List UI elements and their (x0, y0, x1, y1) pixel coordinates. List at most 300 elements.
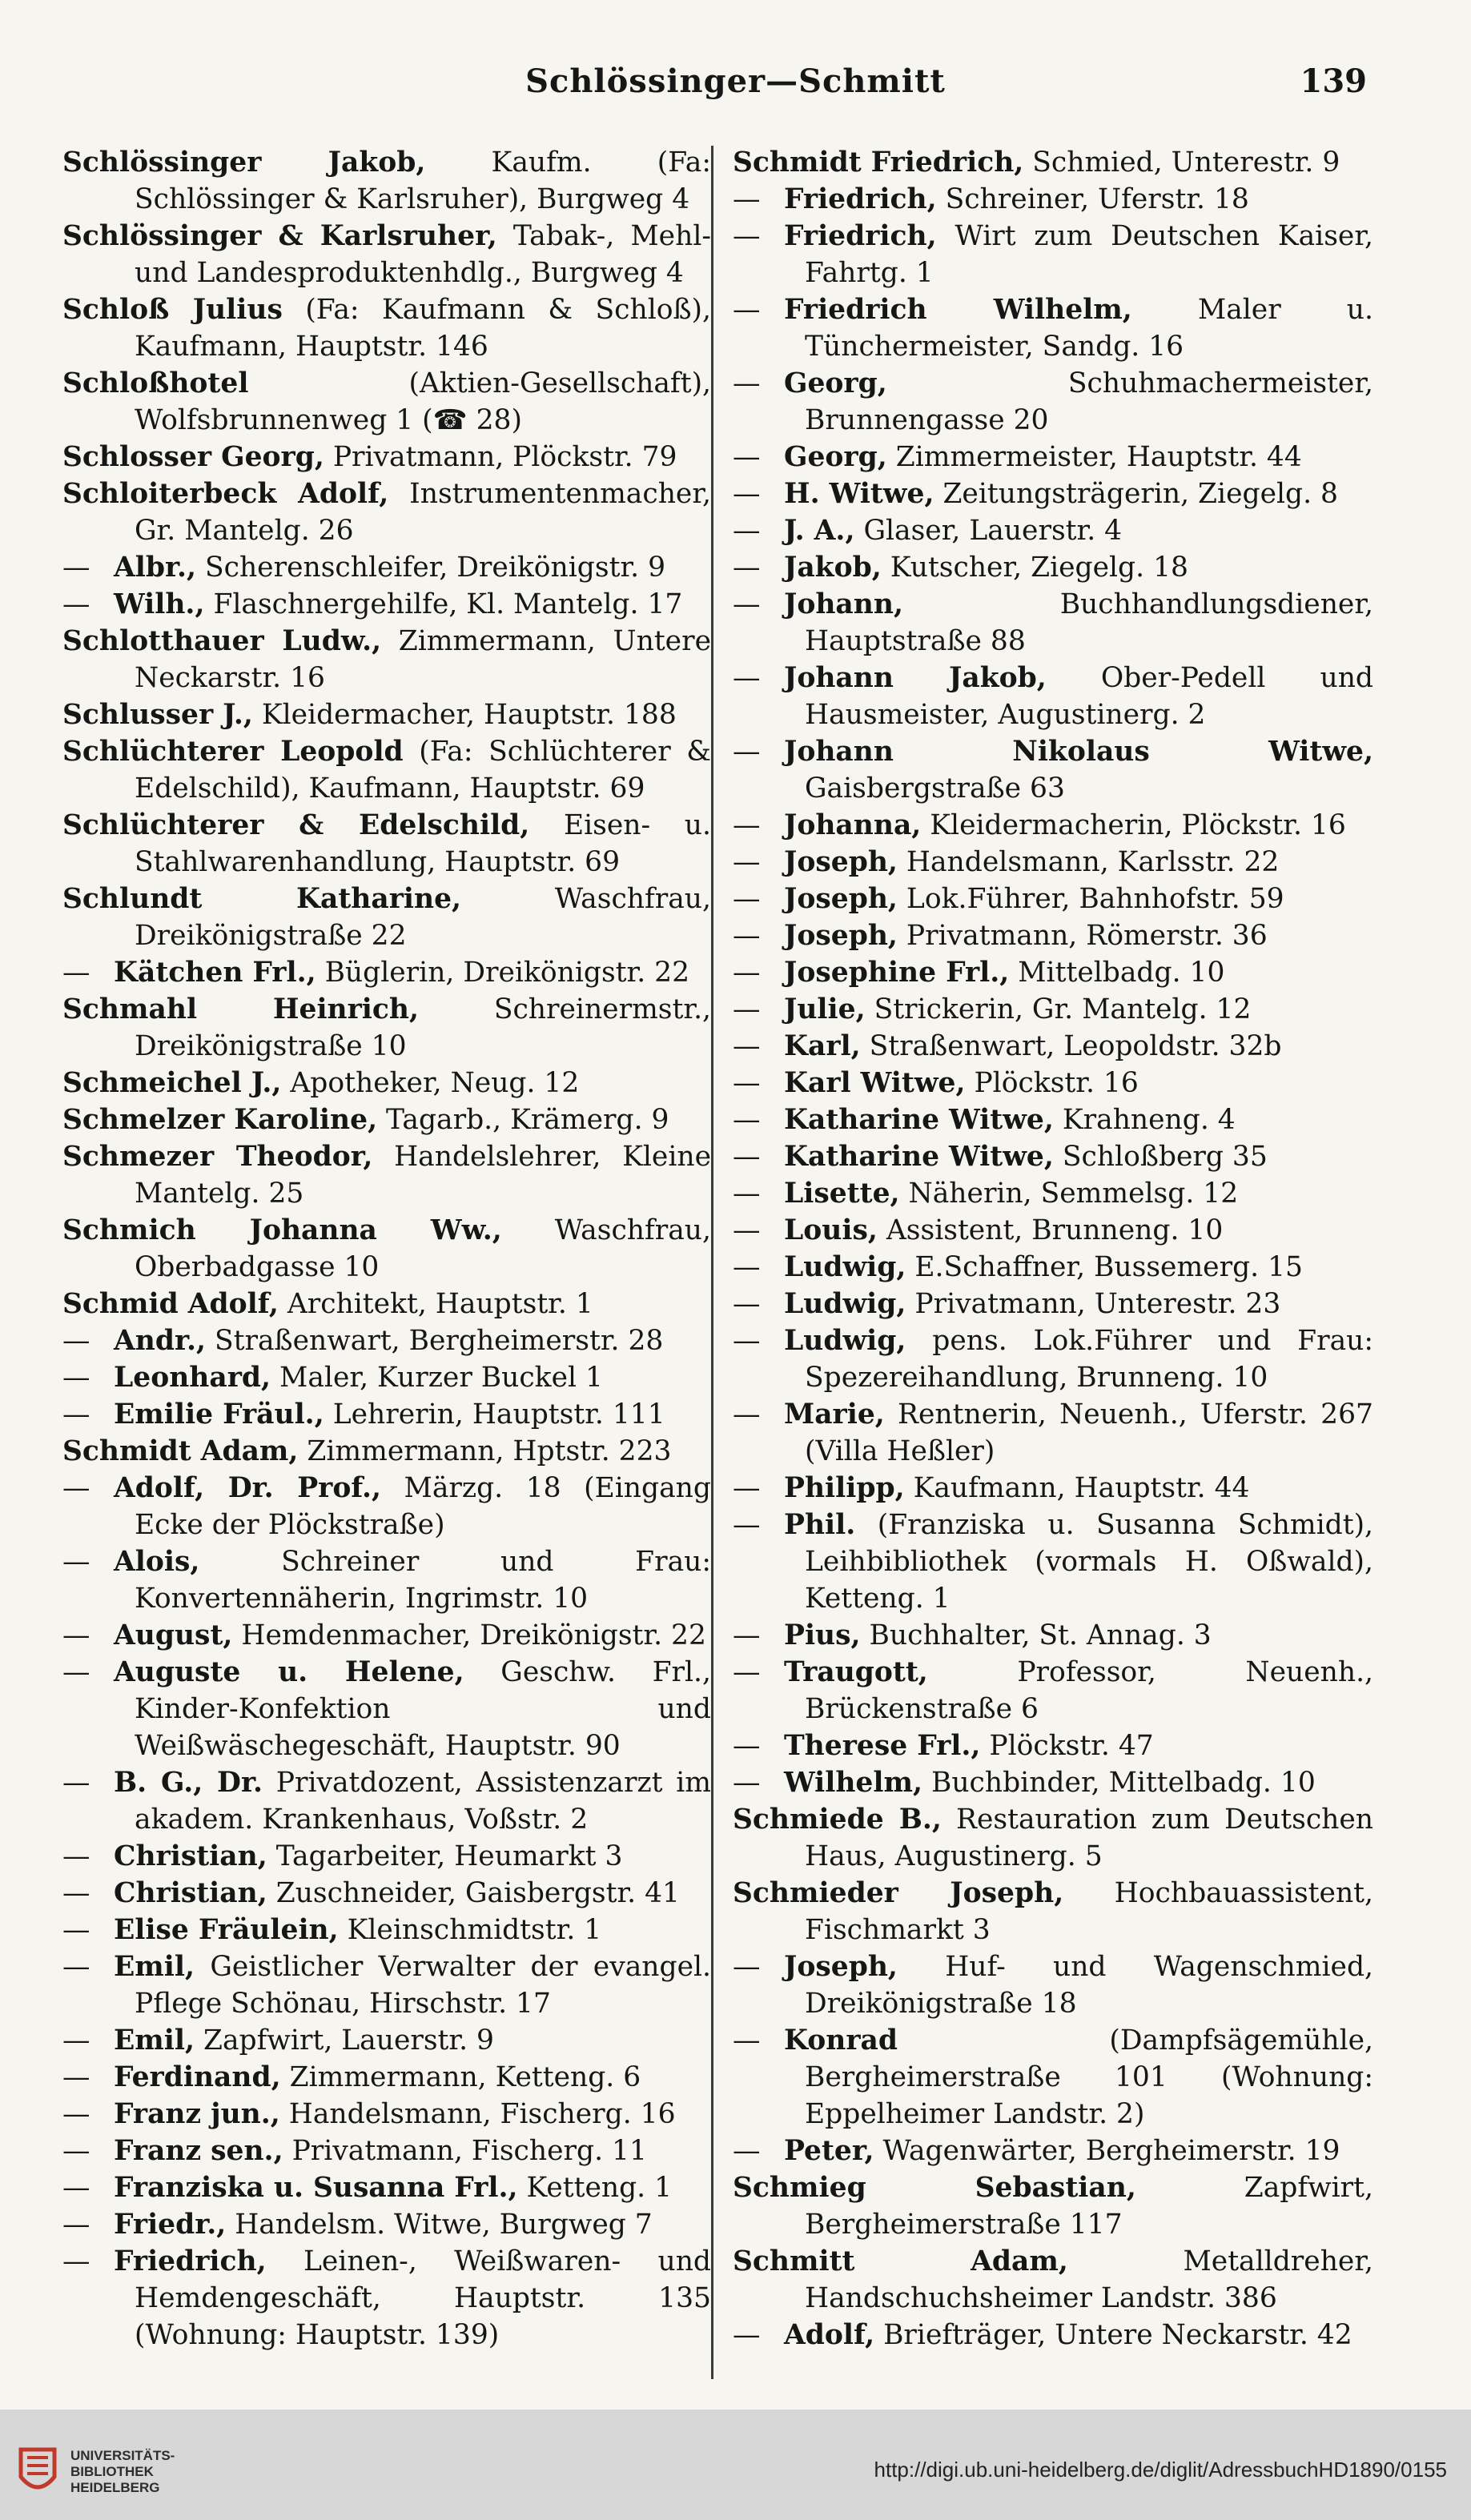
entry-name: Schlüchterer Leopold (62, 736, 404, 768)
entry-name: Joseph, (784, 920, 898, 952)
entry-name: Karl, (784, 1030, 861, 1062)
entry-details: Waschfrau, Oberbadgasse 10 (135, 1214, 711, 1283)
repeat-dash: — (733, 846, 761, 878)
directory-entry (733, 2317, 1373, 2353)
entry-name: Schmich Johanna Ww., (62, 1214, 502, 1246)
entry-name: Andr., (114, 1325, 207, 1357)
repeat-dash: — (62, 1619, 90, 1651)
entry-details: Schuhmachermeister, Brunnengasse 20 (805, 367, 1373, 436)
entry-details: Zimmermann, Untere Neckarstr. 16 (135, 625, 712, 694)
entry-details: Flaschnergehilfe, Kl. Mantelg. 17 (213, 588, 683, 620)
directory-entry (62, 1543, 711, 1617)
entry-details: Näherin, Semmelsg. 12 (908, 1178, 1239, 1210)
entry-details: Zuschneider, Gaisbergstr. 41 (275, 1877, 681, 1909)
entry-details: Ober-Pedell und Hausmeister, Augustinerg. 2 (805, 662, 1373, 731)
directory-entry (62, 1948, 711, 2022)
entry-name: Phil. (784, 1509, 856, 1541)
entry-name: Schloßhotel (62, 367, 249, 399)
directory-entry (62, 1101, 711, 1138)
directory-entry (62, 1286, 711, 1322)
entry-details: Instrumentenmacher, Gr. Mantelg. 26 (135, 478, 711, 547)
directory-entry (62, 2243, 711, 2353)
repeat-dash: — (733, 220, 761, 252)
entry-details: Handelslehrer, Kleine Mantelg. 25 (135, 1141, 712, 1210)
entry-details: Kutscher, Ziegelg. 18 (890, 552, 1188, 584)
repeat-dash: — (733, 957, 761, 989)
repeat-dash: — (62, 1877, 90, 1909)
directory-entry (733, 439, 1373, 476)
entry-details: (Aktien-Gesellschaft), Wolfsbrunnenweg 1 (☎ 28) (135, 367, 711, 436)
entry-details: Tagarbeiter, Heumarkt 3 (275, 1840, 623, 1872)
entry-details: Kleidermacher, Hauptstr. 188 (261, 699, 677, 731)
repeat-dash: — (733, 809, 761, 841)
directory-entry (733, 291, 1373, 365)
repeat-dash: — (62, 2135, 90, 2167)
entry-details: Buchhandlungsdiener, Hauptstraße 88 (805, 588, 1373, 657)
entry-details: Privatmann, Römerstr. 36 (906, 920, 1268, 952)
entry-name: Adolf, (784, 2319, 875, 2351)
entry-details: Rentnerin, Neuenh., Uferstr. 267 (Villa Heßler) (805, 1398, 1373, 1467)
directory-entry (733, 1138, 1373, 1175)
entry-name: Christian, (114, 1877, 267, 1909)
entry-name: Marie, (784, 1398, 885, 1431)
repeat-dash: — (733, 183, 761, 215)
repeat-dash: — (733, 515, 761, 547)
directory-entry (733, 2169, 1373, 2243)
entry-details: Privatmann, Unterestr. 23 (914, 1288, 1281, 1320)
entry-details: Zapfwirt, Lauerstr. 9 (203, 2024, 495, 2057)
repeat-dash: — (733, 993, 761, 1025)
entry-name: Schmieder Joseph, (733, 1877, 1064, 1909)
left-column (62, 144, 711, 2353)
directory-entry (62, 954, 711, 991)
directory-entry (62, 1396, 711, 1433)
entry-name: Ludwig, (784, 1288, 906, 1320)
running-title: Schlössinger—Schmitt (525, 62, 946, 100)
directory-entry (62, 2206, 711, 2243)
repeat-dash: — (733, 1214, 761, 1246)
entry-name: Therese Frl., (784, 1730, 981, 1762)
entry-name: Emilie Fräul., (114, 1398, 324, 1431)
directory-entry (62, 144, 711, 218)
directory-entry (62, 2096, 711, 2133)
entry-name: Friedrich, (114, 2245, 267, 2277)
entry-details: Straßenwart, Leopoldstr. 32b (869, 1030, 1282, 1062)
entry-details: Privatmann, Fischerg. 11 (291, 2135, 647, 2167)
directory-entry (62, 807, 711, 881)
entry-name: Konrad (784, 2024, 898, 2057)
repeat-dash: — (62, 2061, 90, 2093)
entry-name: Schmiede B., (733, 1804, 942, 1836)
directory-entry (733, 1396, 1373, 1470)
directory-entry (62, 1433, 711, 1470)
footer-band (0, 2410, 1471, 2520)
repeat-dash: — (733, 1951, 761, 1983)
entry-name: Philipp, (784, 1472, 905, 1504)
repeat-dash: — (733, 1656, 761, 1688)
repeat-dash: — (62, 1951, 90, 1983)
repeat-dash: — (62, 1362, 90, 1394)
directory-entry (733, 218, 1373, 291)
entry-name: Schlüchterer & Edelschild, (62, 809, 530, 841)
repeat-dash: — (733, 1067, 761, 1099)
directory-entry (62, 1138, 711, 1212)
entry-name: Schmieg Sebastian, (733, 2172, 1136, 2204)
entry-details: Schreiner und Frau: Konvertennäherin, Ingrimstr. 10 (135, 1546, 712, 1615)
entry-details: Handelsm. Witwe, Burgweg 7 (235, 2209, 653, 2241)
directory-entry (733, 1322, 1373, 1396)
entry-details: Kaufm. (Fa: Schlössinger & Karlsruher), Burgweg 4 (135, 146, 711, 215)
directory-entry (62, 586, 711, 623)
entry-name: Peter, (784, 2135, 874, 2167)
entry-details: Zimmermann, Hptstr. 223 (307, 1435, 672, 1467)
entry-details: Waschfrau, Dreikönigstraße 22 (135, 883, 711, 952)
repeat-dash: — (733, 1104, 761, 1136)
repeat-dash: — (733, 662, 761, 694)
directory-entry (733, 917, 1373, 954)
entry-name: Wilh., (114, 588, 205, 620)
repeat-dash: — (733, 1730, 761, 1762)
entry-name: Schmidt Friedrich, (733, 146, 1024, 179)
directory-entry (733, 881, 1373, 917)
directory-entry (62, 881, 711, 954)
entry-name: Jakob, (784, 552, 882, 584)
repeat-dash: — (733, 2024, 761, 2057)
entry-name: Pius, (784, 1619, 861, 1651)
entry-name: Katharine Witwe, (784, 1104, 1054, 1136)
directory-entry (62, 1065, 711, 1101)
repeat-dash: — (733, 1325, 761, 1357)
entry-name: Joseph, (784, 883, 898, 915)
entry-name: Johanna, (784, 809, 922, 841)
directory-entry (733, 1065, 1373, 1101)
entry-name: Leonhard, (114, 1362, 271, 1394)
directory-entry (733, 807, 1373, 844)
repeat-dash: — (733, 1251, 761, 1283)
directory-entry (62, 623, 711, 696)
directory-entry (733, 365, 1373, 439)
repeat-dash: — (62, 1767, 90, 1799)
directory-entry (62, 1212, 711, 1286)
entry-details: Kleidermacherin, Plöckstr. 16 (930, 809, 1346, 841)
directory-entry (733, 181, 1373, 218)
entry-details: Wirt zum Deutschen Kaiser, Fahrtg. 1 (805, 220, 1373, 289)
logo-line: BIBLIOTHEK (70, 2464, 154, 2479)
repeat-dash: — (733, 1472, 761, 1504)
entry-details: Buchhalter, St. Annag. 3 (869, 1619, 1212, 1651)
directory-entry (733, 733, 1373, 807)
repeat-dash: — (62, 2024, 90, 2057)
entry-details: Straßenwart, Bergheimerstr. 28 (214, 1325, 664, 1357)
entry-details: Zapfwirt, Bergheimerstraße 117 (805, 2172, 1373, 2241)
directory-entry (62, 1470, 711, 1543)
entry-details: Leinen-, Weißwaren- und Hemdengeschäft, Hauptstr. 135 (Wohnung: Hauptstr. 139) (135, 2245, 712, 2351)
repeat-dash: — (733, 1141, 761, 1173)
logo-line: UNIVERSITÄTS- (70, 2448, 175, 2463)
entry-details: Gaisbergstraße 63 (805, 772, 1065, 805)
entry-details: Zimmermeister, Hauptstr. 44 (895, 441, 1302, 473)
directory-entry (733, 549, 1373, 586)
repeat-dash: — (62, 2209, 90, 2241)
entry-name: Friedr., (114, 2209, 227, 2241)
entry-details: Strickerin, Gr. Mantelg. 12 (874, 993, 1252, 1025)
entry-details: Lehrerin, Hauptstr. 111 (332, 1398, 665, 1431)
repeat-dash: — (733, 441, 761, 473)
source-url[interactable]: http://digi.ub.uni-heidelberg.de/diglit/AdressbuchHD1890/0155 (874, 2458, 1447, 2482)
entry-name: Ludwig, (784, 1325, 906, 1357)
entry-details: Plöckstr. 16 (974, 1067, 1139, 1099)
entry-name: Albr., (114, 552, 197, 584)
entry-details: Assistent, Brunneng. 10 (886, 1214, 1224, 1246)
directory-entry (62, 1322, 711, 1359)
entry-name: Alois, (114, 1546, 200, 1578)
directory-entry (733, 586, 1373, 660)
directory-entry (62, 2022, 711, 2059)
entry-details: Restauration zum Deutschen Haus, Augustinerg. 5 (805, 1804, 1373, 1872)
repeat-dash: — (62, 1546, 90, 1578)
entry-name: Julie, (784, 993, 866, 1025)
directory-entry (62, 2169, 711, 2206)
repeat-dash: — (62, 2172, 90, 2204)
repeat-dash: — (62, 957, 90, 989)
directory-entry (733, 1875, 1373, 1948)
directory-entry (733, 1175, 1373, 1212)
entry-name: Schmitt Adam, (733, 2245, 1068, 2277)
entry-details: Plöckstr. 47 (989, 1730, 1154, 1762)
entry-details: Kaufmann, Hauptstr. 44 (913, 1472, 1250, 1504)
column-divider (711, 146, 713, 2379)
entry-name: Joseph, (784, 846, 898, 878)
directory-entry (733, 144, 1373, 181)
directory-entry (733, 512, 1373, 549)
directory-entry (733, 1286, 1373, 1322)
entry-name: Friedrich, (784, 220, 937, 252)
entry-details: Glaser, Lauerstr. 4 (863, 515, 1123, 547)
entry-details: Professor, Neuenh., Brückenstraße 6 (805, 1656, 1374, 1725)
entry-details: Märzg. 18 (Eingang Ecke der Plöckstraße) (135, 1472, 711, 1541)
entry-details: (Fa: Kaufmann & Schloß), Kaufmann, Hauptstr. 146 (135, 294, 711, 363)
entry-name: Louis, (784, 1214, 878, 1246)
entry-name: Franz jun., (114, 2098, 280, 2130)
directory-entry (62, 1912, 711, 1948)
repeat-dash: — (733, 1767, 761, 1799)
directory-entry (733, 660, 1373, 733)
repeat-dash: — (733, 478, 761, 510)
entry-details: Maler u. Tünchermeister, Sandg. 16 (805, 294, 1373, 363)
directory-entry (62, 991, 711, 1065)
repeat-dash: — (733, 2319, 761, 2351)
repeat-dash: — (62, 2098, 90, 2130)
entry-name: Franz sen., (114, 2135, 283, 2167)
entry-name: Schlundt Katharine, (62, 883, 462, 915)
directory-entry (733, 1727, 1373, 1764)
entry-name: Schmezer Theodor, (62, 1141, 373, 1173)
directory-entry (733, 991, 1373, 1028)
entry-details: Kleinschmidtstr. 1 (347, 1914, 602, 1946)
repeat-dash: — (733, 1509, 761, 1541)
entry-name: Lisette, (784, 1178, 900, 1210)
library-logo (16, 2442, 200, 2506)
entry-details: Hemdenmacher, Dreikönigstr. 22 (241, 1619, 706, 1651)
entry-details: (Dampfsägemühle, Bergheimerstraße 101 (Wohnung: Eppelheimer Landstr. 2) (805, 2024, 1373, 2130)
entry-details: Hochbauassistent, Fischmarkt 3 (805, 1877, 1373, 1946)
directory-entry (62, 1875, 711, 1912)
directory-entry (733, 1249, 1373, 1286)
entry-details: Eisen- u. Stahlwarenhandlung, Hauptstr. 69 (135, 809, 711, 878)
entry-details: Mittelbadg. 10 (1018, 957, 1225, 989)
directory-entry (62, 1838, 711, 1875)
entry-details: Scherenschleifer, Dreikönigstr. 9 (205, 552, 666, 584)
entry-details: Handelsmann, Karlsstr. 22 (906, 846, 1280, 878)
directory-entry (62, 218, 711, 291)
logo-line: HEIDELBERG (70, 2480, 160, 2495)
directory-entry (733, 1101, 1373, 1138)
entry-details: Tagarb., Krämerg. 9 (386, 1104, 669, 1136)
entry-details: pens. Lok.Führer und Frau: Spezereihandlung, Brunneng. 10 (805, 1325, 1373, 1394)
entry-name: Ludwig, (784, 1251, 906, 1283)
repeat-dash: — (62, 1656, 90, 1688)
library-seal-icon (16, 2445, 59, 2499)
repeat-dash: — (733, 920, 761, 952)
directory-entry (733, 844, 1373, 881)
entry-name: Georg, (784, 367, 887, 399)
directory-entry (62, 2133, 711, 2169)
directory-entry (733, 954, 1373, 991)
page-number: 139 (1300, 62, 1367, 100)
entry-details: Tabak-, Mehl- und Landesproduktenhdlg., Burgweg 4 (135, 220, 712, 289)
entry-name: Schlusser J., (62, 699, 253, 731)
entry-details: (Fa: Schlüchterer & Edelschild), Kaufmann, Hauptstr. 69 (135, 736, 711, 805)
entry-name: Franziska u. Susanna Frl., (114, 2172, 518, 2204)
entry-details: Architekt, Hauptstr. 1 (287, 1288, 593, 1320)
directory-entry (733, 476, 1373, 512)
entry-name: Johann Nikolaus Witwe, (784, 736, 1373, 768)
repeat-dash: — (733, 1398, 761, 1431)
repeat-dash: — (62, 1472, 90, 1504)
entry-name: Christian, (114, 1840, 267, 1872)
directory-entry (62, 1617, 711, 1654)
directory-entry (62, 476, 711, 549)
directory-entry (733, 1764, 1373, 1801)
page-header (0, 62, 1471, 118)
directory-entry (62, 1359, 711, 1396)
directory-entry (733, 1507, 1373, 1617)
entry-name: Friedrich Wilhelm, (784, 294, 1132, 326)
entry-name: Auguste u. Helene, (114, 1656, 464, 1688)
directory-entry (733, 1470, 1373, 1507)
entry-name: J. A., (784, 515, 855, 547)
entry-name: Johann Jakob, (784, 662, 1047, 694)
entry-name: Schmeichel J., (62, 1067, 282, 1099)
entry-details: Geschw. Frl., Kinder-Konfektion und Weißwäschegeschäft, Hauptstr. 90 (135, 1656, 711, 1762)
entry-name: Schmelzer Karoline, (62, 1104, 378, 1136)
directory-entry (62, 439, 711, 476)
entry-name: Karl Witwe, (784, 1067, 966, 1099)
directory-entry (733, 1654, 1373, 1727)
entry-name: H. Witwe, (784, 478, 934, 510)
entry-details: Huf- und Wagenschmied, Dreikönigstraße 18 (805, 1951, 1373, 2020)
directory-entry (62, 696, 711, 733)
entry-name: Emil, (114, 1951, 195, 1983)
entry-name: Katharine Witwe, (784, 1141, 1054, 1173)
entry-name: Wilhelm, (784, 1767, 923, 1799)
entry-details: Schreiner, Uferstr. 18 (945, 183, 1249, 215)
entry-details: Privatmann, Plöckstr. 79 (332, 441, 677, 473)
repeat-dash: — (733, 2135, 761, 2167)
directory-entry (62, 1654, 711, 1764)
entry-name: Schloiterbeck Adolf, (62, 478, 389, 510)
entry-details: Geistlicher Verwalter der evangel. Pflege Schönau, Hirschstr. 17 (135, 1951, 711, 2020)
entry-name: Joseph, (784, 1951, 898, 1983)
entry-name: August, (114, 1619, 233, 1651)
entry-name: Schlössinger Jakob, (62, 146, 426, 179)
directory-entry (733, 2022, 1373, 2133)
directory-entry (733, 1617, 1373, 1654)
entry-details: (Franziska u. Susanna Schmidt), Leihbibliothek (vormals H. Oßwald), Ketteng. 1 (805, 1509, 1373, 1615)
entry-details: Buchbinder, Mittelbadg. 10 (930, 1767, 1316, 1799)
directory-entry (733, 1948, 1373, 2022)
directory-entry (62, 549, 711, 586)
entry-name: Friedrich, (784, 183, 937, 215)
entry-name: Ferdinand, (114, 2061, 281, 2093)
directory-entry (62, 733, 711, 807)
entry-details: Wagenwärter, Bergheimerstr. 19 (882, 2135, 1340, 2167)
entry-name: Schlosser Georg, (62, 441, 324, 473)
directory-entry (733, 1028, 1373, 1065)
entry-name: Schlössinger & Karlsruher, (62, 220, 497, 252)
directory-entry (62, 2059, 711, 2096)
entry-details: Maler, Kurzer Buckel 1 (279, 1362, 603, 1394)
entry-details: Zeitungsträgerin, Ziegelg. 8 (942, 478, 1338, 510)
entry-name: Schlotthauer Ludw., (62, 625, 382, 657)
entry-name: Emil, (114, 2024, 195, 2057)
directory-entry (733, 2133, 1373, 2169)
repeat-dash: — (62, 588, 90, 620)
repeat-dash: — (733, 1619, 761, 1651)
entry-details: Lok.Führer, Bahnhofstr. 59 (906, 883, 1284, 915)
entry-details: Büglerin, Dreikönigstr. 22 (324, 957, 690, 989)
entry-name: Traugott, (784, 1656, 928, 1688)
repeat-dash: — (733, 1288, 761, 1320)
repeat-dash: — (733, 736, 761, 768)
repeat-dash: — (62, 1914, 90, 1946)
entry-details: Handelsmann, Fischerg. 16 (288, 2098, 676, 2130)
directory-entry (733, 1801, 1373, 1875)
directory-entry (62, 291, 711, 365)
directory-entry (62, 1764, 711, 1838)
entry-details: Briefträger, Untere Neckarstr. 42 (883, 2319, 1352, 2351)
repeat-dash: — (62, 552, 90, 584)
entry-details: Schloßberg 35 (1062, 1141, 1268, 1173)
entry-details: Krahneng. 4 (1062, 1104, 1236, 1136)
repeat-dash: — (733, 1178, 761, 1210)
entry-name: Schmahl Heinrich, (62, 993, 420, 1025)
entry-details: Zimmermann, Ketteng. 6 (289, 2061, 641, 2093)
repeat-dash: — (733, 1030, 761, 1062)
repeat-dash: — (733, 552, 761, 584)
entry-details: Apotheker, Neug. 12 (290, 1067, 580, 1099)
repeat-dash: — (733, 367, 761, 399)
entry-name: Elise Fräulein, (114, 1914, 339, 1946)
directory-entry (733, 2243, 1373, 2317)
entry-name: Johann, (784, 588, 903, 620)
entry-name: B. G., Dr. (114, 1767, 263, 1799)
entry-details: Schmied, Unterestr. 9 (1032, 146, 1340, 179)
repeat-dash: — (733, 294, 761, 326)
directory-entry (733, 1212, 1373, 1249)
entry-details: Schreinermstr., Dreikönigstraße 10 (135, 993, 712, 1062)
entry-name: Georg, (784, 441, 887, 473)
